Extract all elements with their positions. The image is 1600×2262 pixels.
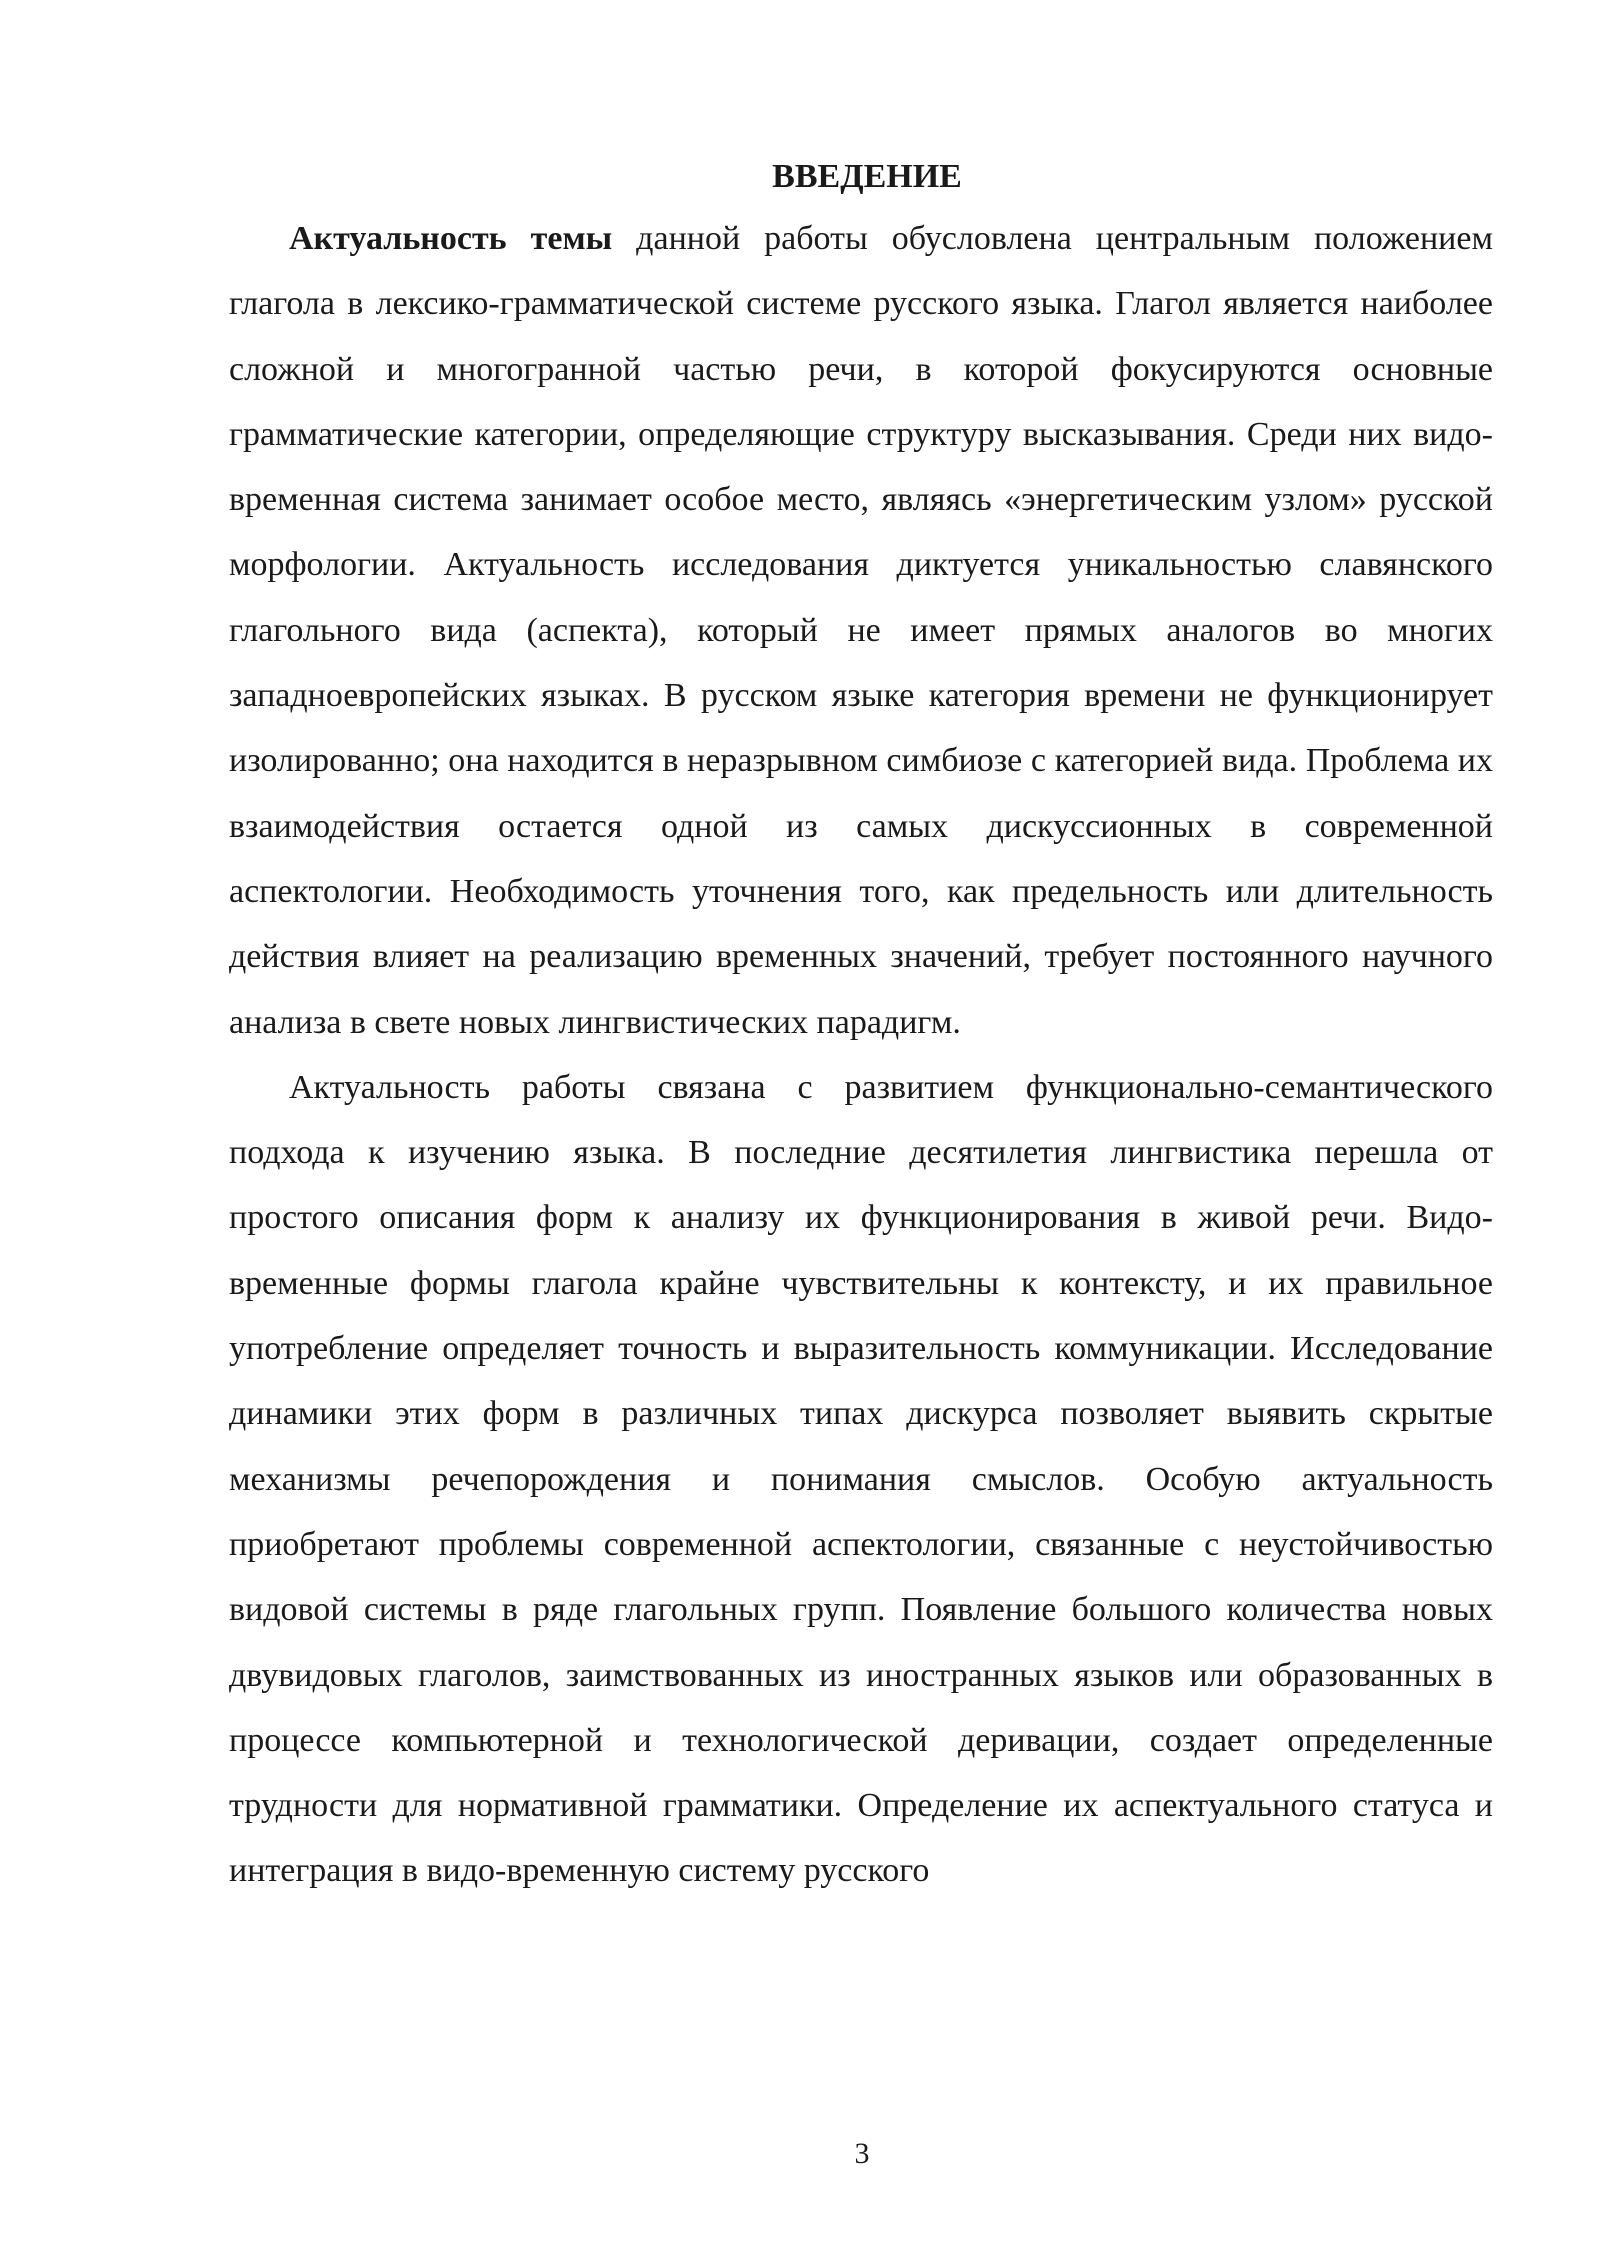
page-content bbox=[229, 148, 1493, 1904]
paragraph-text: данной работы обусловлена центральным положением глагола в лексико-грамматической системе русского языка. Глагол является наиболее сложной и многогранной частью речи, в которой фокусируются основные грамматические категории, определяющие структуру высказывания. Среди них видо-временная система занимает особое место, являясь «энергетическим узлом» русской морфологии. Актуальность исследования диктуется уникальностью славянского глагольного вида (аспекта), который не имеет прямых аналогов во многих западноевропейских языках. В русском языке категория времени не функционирует изолированно; она находится в неразрывном симбиозе с категорией вида. Проблема их взаимодействия остается одной из самых дискуссионных в современной аспектологии. Необходимость уточнения того, как предельность или длительность действия влияет на реализацию временных значений, требует постоянного научного анализа в свете новых лингвистических парадигм. bbox=[229, 220, 1493, 1041]
page-number: 3 bbox=[854, 2137, 870, 2170]
bold-lead-term: Актуальность темы bbox=[289, 220, 613, 257]
paragraph-relevance-work: Актуальность работы связана с развитием функционально-семантического подхода к изучению языка. В последние десятилетия лингвистика перешла от простого описания форм к анализу их функционирования в живой речи. Видо-временные формы глагола крайне чувствительны к контексту, и их правильное употребление определяет точность и выразительность коммуникации. Исследование динамики этих форм в различных типах дискурса позволяет выявить скрытые механизмы речепорождения и понимания смыслов. Особую актуальность приобретают проблемы современной аспектологии, связанные с неустойчивостью видовой системы в ряде глагольных групп. Появление большого количества новых двувидовых глаголов, заимствованных из иностранных языков или образованных в процессе компьютерной и технологической деривации, создает определенные трудности для нормативной грамматики. Определение их аспектуального статуса и интеграция в видо-временную систему русского bbox=[229, 1068, 1493, 1890]
paragraph-relevance-topic bbox=[229, 206, 1493, 1055]
section-heading: ВВЕДЕНИЕ bbox=[772, 158, 962, 195]
